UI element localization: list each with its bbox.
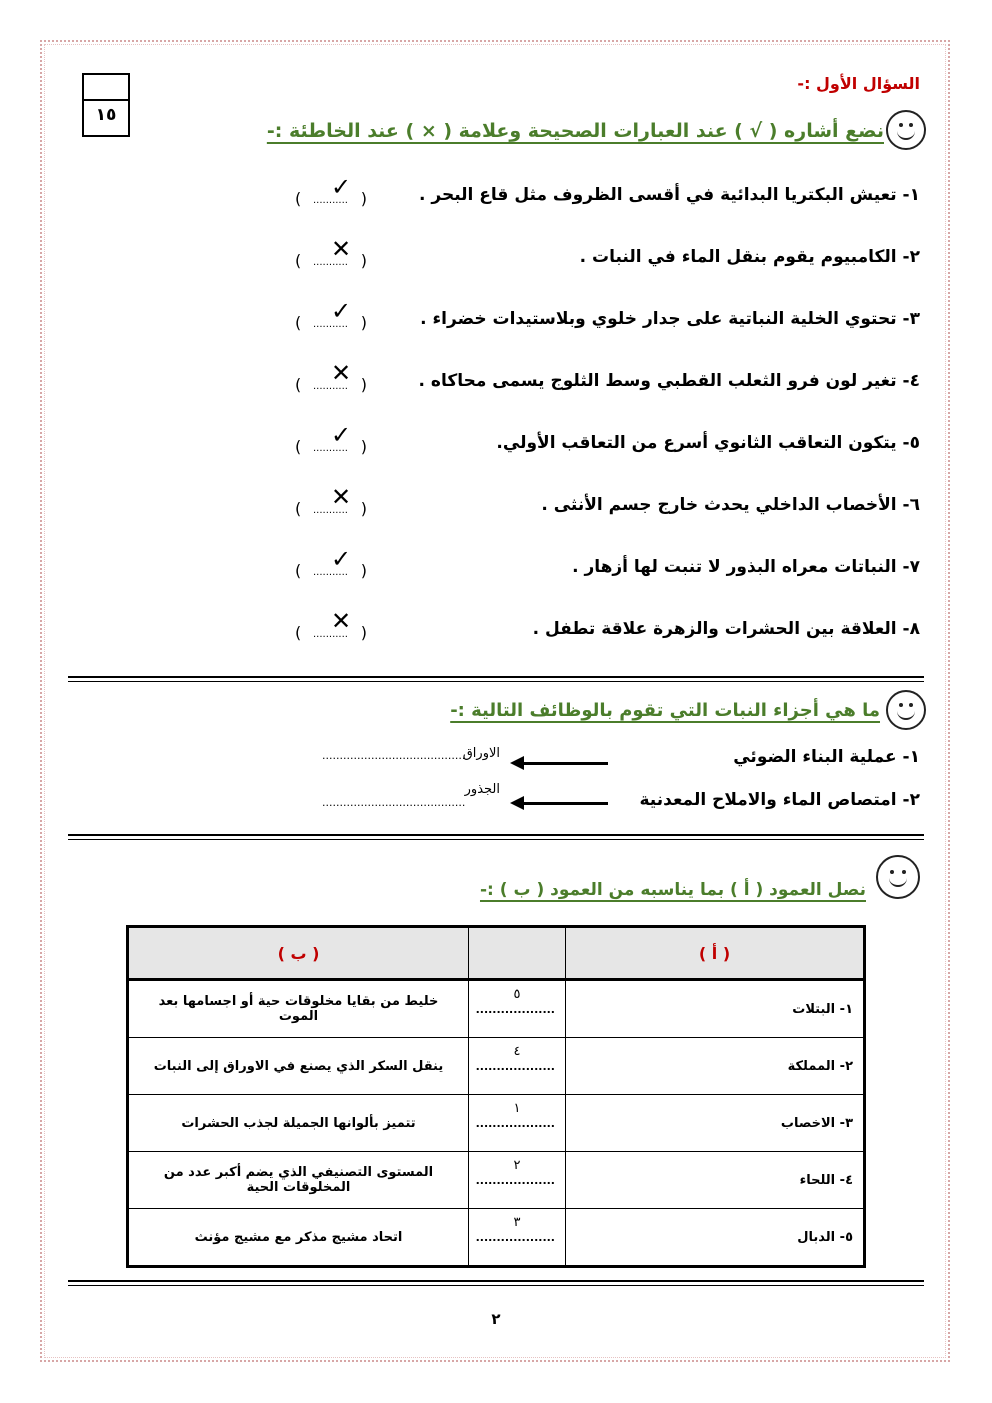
dotted-line: ........... [313, 195, 348, 206]
match-number: ٤ [513, 1044, 521, 1059]
statement-3: ٣- تحتوي الخلية النباتية على جدار خلوي وبلاستيدات خضراء . [420, 309, 920, 329]
match-answer-cell[interactable] [469, 1038, 566, 1095]
statement-4: ٤- تغير لون فرو الثعلب القطبي وسط الثلوج يسمى محاكاه . [418, 371, 920, 391]
answer-mark: ✓ [331, 297, 352, 325]
table-header-row [128, 927, 865, 980]
paren-open: ( [295, 375, 302, 394]
page-number: ٢ [491, 1310, 501, 1328]
divider [68, 1285, 924, 1286]
smiley-icon [886, 690, 926, 730]
function-item-2: ٢- امتصاص الماء والاملاح المعدنية [639, 790, 920, 810]
matching-table [126, 925, 866, 1268]
paren-open: ( [295, 623, 302, 642]
answer-box-5[interactable] [295, 421, 375, 465]
answer-box-3[interactable] [295, 297, 375, 341]
column-b-cell: خليط من بقايا مخلوقات حية أو اجسامها بعد الموت [128, 980, 469, 1038]
statement-7: ٧- النباتات معراه البذور لا تنبت لها أزهار . [572, 557, 920, 577]
dotted-line: ........... [313, 381, 348, 392]
paren-open: ( [295, 313, 302, 332]
statement-2: ٢- الكامبيوم يقوم بنقل الماء في النبات . [579, 247, 920, 267]
answer-1: الاوراق [462, 746, 500, 761]
table-row [128, 980, 865, 1038]
dotted-line: ........... [313, 567, 348, 578]
dotted-line: ................... [475, 1117, 555, 1130]
smiley-icon [886, 110, 926, 150]
column-b-cell: تتميز بألوانها الجميلة لجذب الحشرات [128, 1095, 469, 1152]
column-b-cell: ينقل السكر الذي يصنع في الاوراق إلى النبات [128, 1038, 469, 1095]
score-box [82, 73, 130, 137]
match-answer-cell[interactable] [469, 1095, 566, 1152]
column-b-cell: المستوى التصنيفي الذي يضم أكبر عدد من المخلوقات الحية [128, 1152, 469, 1209]
paren-close: ) [360, 561, 367, 580]
question-3-instruction: نصل العمود ( أ ) بما يناسبه من العمود ( ب ) :- [479, 880, 866, 900]
column-a-header: ( أ ) [566, 927, 865, 980]
answer-mark: ✓ [331, 421, 352, 449]
answer-mark: ✕ [331, 235, 352, 263]
column-a-cell: ٢- المملكة [566, 1038, 865, 1095]
match-answer-cell[interactable] [469, 1209, 566, 1267]
dotted-line: ........... [313, 443, 348, 454]
column-a-cell: ٥- الدبال [566, 1209, 865, 1267]
column-a-cell: ٤- اللحاء [566, 1152, 865, 1209]
answer-mark: ✕ [331, 607, 352, 635]
paren-close: ) [360, 189, 367, 208]
paren-close: ) [360, 375, 367, 394]
dotted-line: ........... [313, 257, 348, 268]
question-1-title: السؤال الأول :- [797, 74, 920, 93]
dotted-line: ................... [475, 1003, 555, 1016]
answer-mark: ✕ [331, 359, 352, 387]
dotted-line: ........... [313, 319, 348, 330]
divider [68, 839, 924, 840]
score-value: ١٥ [95, 105, 117, 125]
answer-box-6[interactable] [295, 483, 375, 527]
table-row [128, 1095, 865, 1152]
answer-mark: ✕ [331, 483, 352, 511]
divider [68, 676, 924, 678]
answer-line-1: ......................................... [322, 749, 466, 762]
question-2-instruction: ما هي أجزاء النبات التي تقوم بالوظائف التالية :- [450, 700, 880, 721]
paren-close: ) [360, 499, 367, 518]
function-item-1: ١- عملية البناء الضوئي [733, 747, 920, 767]
answer-box-7[interactable] [295, 545, 375, 589]
answer-2: الجذور [464, 782, 500, 797]
arrow-icon [524, 762, 608, 765]
divider [68, 834, 924, 836]
match-number: ٣ [513, 1215, 521, 1230]
statement-6: ٦- الأخصاب الداخلي يحدث خارج جسم الأنثى . [541, 495, 920, 515]
column-match-header [469, 927, 566, 980]
statement-5: ٥- يتكون التعاقب الثانوي أسرع من التعاقب الأولي. [496, 433, 920, 453]
match-number: ٥ [513, 987, 521, 1002]
answer-box-1[interactable] [295, 173, 375, 217]
divider [68, 681, 924, 682]
answer-mark: ✓ [331, 545, 352, 573]
dotted-line: ................... [475, 1174, 555, 1187]
column-b-header: ( ب ) [128, 927, 469, 980]
question-1-instruction: نضع أشاره ( √ ) عند العبارات الصحيحة وعلامة ( × ) عند الخاطئة :- [266, 120, 884, 142]
dotted-line: ........... [313, 505, 348, 516]
paren-open: ( [295, 189, 302, 208]
paren-open: ( [295, 437, 302, 456]
answer-box-2[interactable] [295, 235, 375, 279]
divider [68, 1280, 924, 1282]
statement-1: ١- تعيش البكتريا البدائية في أقسى الظروف مثل قاع البحر . [419, 185, 920, 205]
column-a-cell: ١- البتلات [566, 980, 865, 1038]
table-row [128, 1209, 865, 1267]
match-answer-cell[interactable] [469, 1152, 566, 1209]
paren-close: ) [360, 623, 367, 642]
table-row [128, 1152, 865, 1209]
answer-box-8[interactable] [295, 607, 375, 651]
match-number: ١ [513, 1101, 521, 1116]
dotted-line: ................... [475, 1060, 555, 1073]
match-number: ٢ [513, 1158, 521, 1173]
paren-open: ( [295, 561, 302, 580]
match-answer-cell[interactable] [469, 980, 566, 1038]
paren-open: ( [295, 499, 302, 518]
answer-box-4[interactable] [295, 359, 375, 403]
statement-8: ٨- العلاقة بين الحشرات والزهرة علاقة تطفل . [532, 619, 920, 639]
paren-open: ( [295, 251, 302, 270]
answer-mark: ✓ [331, 173, 352, 201]
paren-close: ) [360, 437, 367, 456]
column-a-cell: ٣- الاخصاب [566, 1095, 865, 1152]
table-row [128, 1038, 865, 1095]
paren-close: ) [360, 251, 367, 270]
smiley-icon [876, 855, 920, 899]
dotted-line: ................... [475, 1231, 555, 1244]
paren-close: ) [360, 313, 367, 332]
column-b-cell: اتحاد مشيج مذكر مع مشيج مؤنث [128, 1209, 469, 1267]
answer-line-2: ......................................... [322, 796, 466, 809]
dotted-line: ........... [313, 629, 348, 640]
arrow-icon [524, 802, 608, 805]
